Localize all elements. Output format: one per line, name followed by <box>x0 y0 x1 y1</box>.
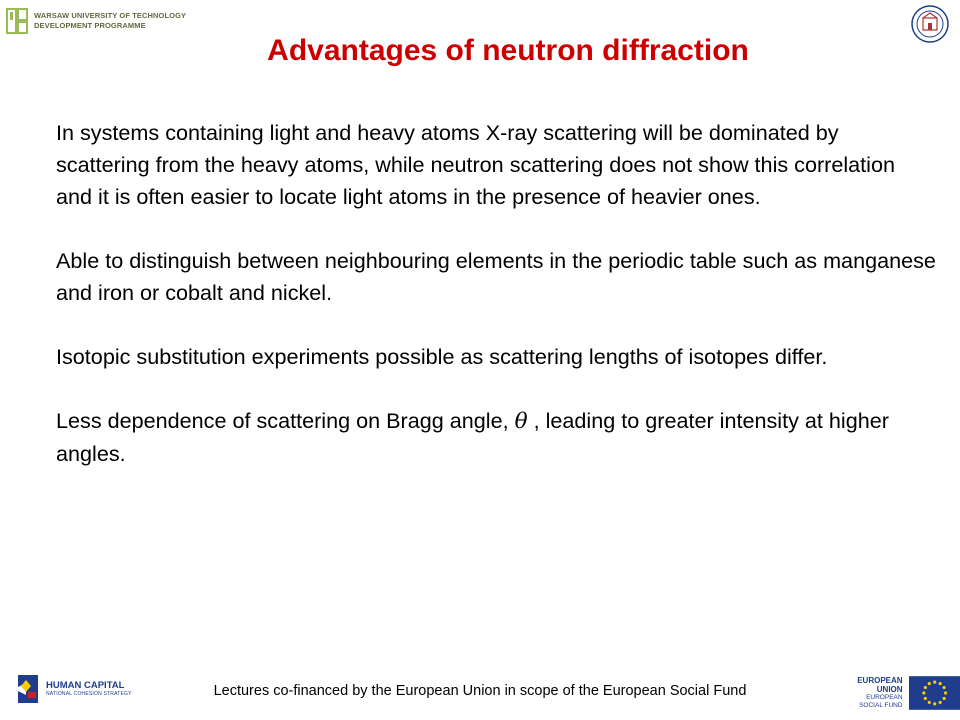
slide-title: Advantages of neutron diffraction <box>267 34 749 67</box>
human-capital-emblem-icon <box>12 672 42 706</box>
bragg-text-after: , leading to greater intensity at higher angles. <box>56 408 889 466</box>
eu-label-european: EUROPEAN <box>866 694 903 701</box>
paragraph-bragg-angle <box>56 405 936 470</box>
eu-label-social-fund: SOCIAL FUND <box>859 702 903 709</box>
human-capital-logo <box>12 672 132 706</box>
eu-flag-icon <box>909 676 960 710</box>
paragraph-neighbouring-elements: Able to distinguish between neighbouring elements in the periodic table such as manganese and iron or cobalt and nickel. <box>56 248 936 305</box>
programme-name: DEVELOPMENT PROGRAMME <box>34 21 146 30</box>
bragg-text-before: Less dependence of scattering on Bragg angle, <box>56 408 515 433</box>
institution-name: WARSAW UNIVERSITY OF TECHNOLOGY <box>34 11 187 20</box>
footer-cofinancing-note: Lectures co-financed by the European Union in scope of the European Social Fund <box>213 683 747 699</box>
cohesion-strategy-label: NATIONAL COHESION STRATEGY <box>46 691 132 697</box>
wut-logo <box>6 8 186 34</box>
human-capital-name: HUMAN CAPITAL <box>46 680 125 691</box>
eu-social-fund-logo <box>830 676 960 710</box>
wut-emblem-icon <box>6 8 28 34</box>
eu-name: EUROPEAN UNION <box>857 676 903 694</box>
paragraph-light-heavy-atoms: In systems containing light and heavy atoms X-ray scattering will be dominated by scattering from the heavy atoms, while neutron scattering does not show this correlation and it is often easier to locate light atoms in the presence of heavier ones. <box>56 120 895 209</box>
theta-symbol: θ <box>514 409 528 434</box>
slide-body <box>56 117 936 502</box>
paragraph-isotopic-substitution: Isotopic substitution experiments possible as scattering lengths of isotopes differ. <box>56 344 828 369</box>
